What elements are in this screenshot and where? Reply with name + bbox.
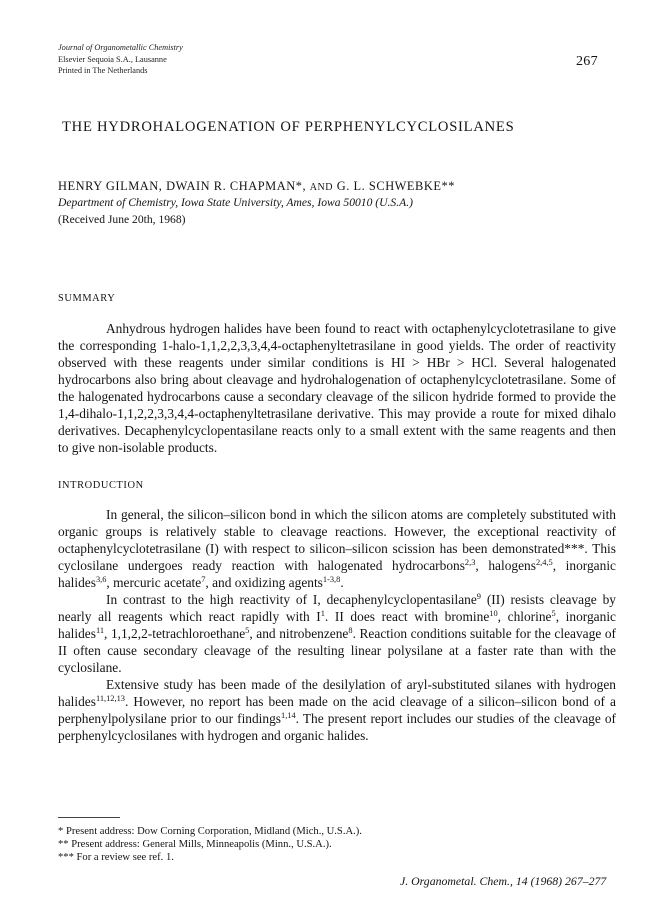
reference-mark: 5	[245, 626, 250, 635]
text-run: . The present report includes our studies of the cleavage of perphenylcyclosilanes with hydrogen and organic halides.	[58, 711, 616, 743]
reference-mark: 9	[476, 592, 481, 601]
printed-line: Printed in The Netherlands	[58, 66, 148, 75]
footnotes	[58, 825, 362, 865]
author-list	[58, 179, 455, 194]
text-run: , inorganic halides	[58, 558, 616, 590]
reference-mark: 8	[348, 626, 353, 635]
text-run: . However, no report has been made on the acid cleavage of a silicon–silicon bond of a perphenylpolysilane prior to our findings	[58, 694, 616, 726]
reference-mark: 5	[551, 609, 556, 618]
reference-mark: 11,12,13	[95, 694, 125, 703]
reference-mark: 1,14	[281, 711, 296, 720]
reference-mark: 2,3	[464, 558, 476, 567]
author-conjunction: AND	[309, 182, 334, 193]
reference-mark: 1	[320, 609, 325, 618]
journal-masthead	[58, 42, 183, 77]
author-names-1: HENRY GILMAN, DWAIN R. CHAPMAN*,	[58, 179, 310, 193]
text-run: . Reaction conditions suitable for the cleavage of II often cause secondary cleavage of the resulting linear polysilane at a faster rate than with the cyclosilane.	[58, 626, 616, 675]
journal-name: Journal of Organometallic Chemistry	[58, 43, 183, 52]
author-affiliation: Department of Chemistry, Iowa State University, Ames, Iowa 50010 (U.S.A.)	[58, 196, 413, 209]
publisher-line: Elsevier Sequoia S.A., Lausanne	[58, 54, 167, 64]
text-run: , halogens	[475, 558, 536, 573]
summary-body	[58, 320, 616, 456]
text-run: .	[340, 575, 344, 590]
reference-mark: 11	[95, 626, 105, 635]
introduction-body	[58, 506, 616, 744]
text-run: , inorganic halides	[58, 609, 616, 641]
text-run: . II does react with bromine	[324, 609, 490, 624]
reference-mark: 2,4,5	[535, 558, 553, 567]
introduction-paragraph-3	[58, 676, 616, 744]
introduction-heading: INTRODUCTION	[58, 480, 144, 491]
author-names-2: G. L. SCHWEBKE**	[333, 179, 455, 193]
page-number: 267	[576, 54, 598, 69]
introduction-paragraph-2	[58, 591, 616, 676]
summary-paragraph: Anhydrous hydrogen halides have been found to react with octaphenylcyclotetrasilane to give the corresponding 1-halo-1,1,2,2,3,3,4,4-octaphenyltetrasilane in good yields. The order of reactivity observed with these reagents under similar conditions is HI > HBr > HCl. Several halogenated hydrocarbons also bring about cleavage and hydrohalogenation of octaphenylcyclotetrasilane. Some of the halogenated hydrocarbons cause a secondary cleavage of the silicon hydride formed to provide the 1,4-dihalo-1,1,2,2,3,3,4,4-octaphenyltetrasilane derivative. This may provide a route for mixed dihalo derivatives. Decaphenylcyclopentasilane reacts only to a small extent with the same reagents and then to give non-isolable products.	[58, 321, 616, 455]
introduction-paragraph-1	[58, 506, 616, 591]
text-run: , 1,1,2,2-tetrachloroethane	[104, 626, 246, 641]
reference-mark: 1-3,8	[322, 575, 341, 584]
journal-citation: J. Organometal. Chem., 14 (1968) 267–277	[400, 874, 607, 888]
footnote-1: * Present address: Dow Corning Corporation, Midland (Mich., U.S.A.).	[58, 826, 362, 837]
text-run: In general, the silicon–silicon bond in which the silicon atoms are completely substituted with organic groups is relatively stable to cleavage reactions. However, the exceptional reactivity of octaphenylcyclotetrasilane (I) with respect to silicon–silicon scission has been demonstrated***. This cyclosilane undergoes ready reaction with halogenated hydrocarbons	[58, 507, 616, 573]
reference-mark: 10	[489, 609, 498, 618]
text-run: , chlorine	[497, 609, 552, 624]
text-run: , and nitrobenzene	[249, 626, 349, 641]
footnote-2: ** Present address: General Mills, Minneapolis (Minn., U.S.A.).	[58, 839, 332, 851]
received-date: (Received June 20th, 1968)	[58, 213, 186, 226]
reference-mark: 7	[201, 575, 206, 584]
text-run: , and oxidizing agents	[205, 575, 323, 590]
footnote-divider	[58, 817, 120, 818]
text-run: In contrast to the high reactivity of I, decaphenylcyclopentasilane	[106, 592, 477, 607]
footnote-3: *** For a review see ref. 1.	[58, 852, 174, 864]
text-run: , mercuric acetate	[106, 575, 202, 590]
summary-heading: SUMMARY	[58, 293, 116, 304]
text-run: (II) resists cleavage by nearly all reagents which react rapidly with I	[58, 592, 616, 624]
article-title: THE HYDROHALOGENATION OF PERPHENYLCYCLOSILANES	[62, 119, 515, 135]
reference-mark: 3,6	[95, 575, 107, 584]
text-run: Extensive study has been made of the desilylation of aryl-substituted silanes with hydrogen halides	[58, 677, 616, 709]
